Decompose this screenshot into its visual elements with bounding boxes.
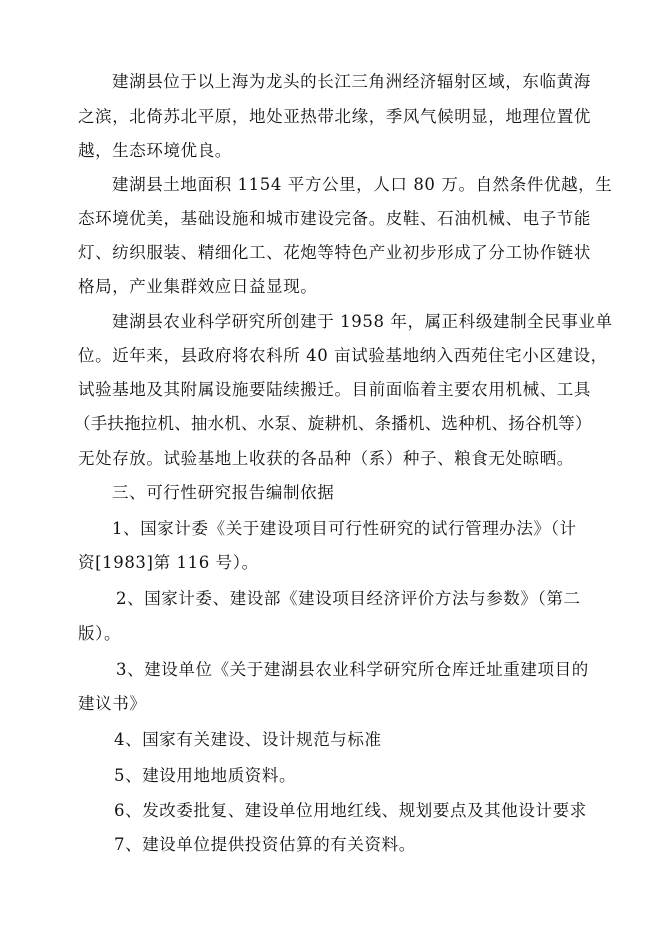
list-item: 5、建设用地地质资料。 bbox=[114, 766, 297, 785]
list-item-continuation: 资[1983]第 116 号）。 bbox=[78, 553, 259, 572]
text-line: 建湖县位于以上海为龙头的长江三角洲经济辐射区域，东临黄海 bbox=[112, 72, 591, 91]
text-line: 灯、纺织服装、精细化工、花炮等特色产业初步形成了分工协作链状 bbox=[78, 243, 591, 262]
text-line: 态环境优美，基础设施和城市建设完备。皮鞋、石油机械、电子节能 bbox=[78, 209, 591, 228]
text-line: 试验基地及其附属设施要陆续搬迁。目前面临着主要农用机械、工具 bbox=[78, 380, 591, 399]
list-item: 7、建设单位提供投资估算的有关资料。 bbox=[114, 835, 416, 854]
text-line: 建湖县农业科学研究所创建于 1958 年，属正科级建制全民事业单 bbox=[112, 312, 613, 331]
text-line: 之滨，北倚苏北平原，地处亚热带北缘，季风气候明显，地理位置优 bbox=[78, 107, 591, 126]
text-line: 无处存放。试验基地上收获的各品种（系）种子、粮食无处晾晒。 bbox=[78, 449, 574, 468]
text-line: 位。近年来，县政府将农科所 40 亩试验基地纳入西苑住宅小区建设， bbox=[78, 346, 608, 365]
text-line: 格局，产业集群效应日益显现。 bbox=[78, 277, 318, 296]
list-item: 1、国家计委《关于建设项目可行性研究的试行管理办法》（计 bbox=[112, 519, 577, 538]
list-item: 2、国家计委、建设部《建设项目经济评价方法与参数》（第二 bbox=[116, 589, 581, 608]
list-item: 4、国家有关建设、设计规范与标准 bbox=[114, 730, 382, 749]
text-line: 越，生态环境优良。 bbox=[78, 141, 232, 160]
list-item-continuation: 建议书》 bbox=[78, 694, 147, 713]
list-item: 6、发改委批复、建设单位用地红线、规划要点及其他设计要求 bbox=[114, 801, 587, 820]
list-item: 3、建设单位《关于建湖县农业科学研究所仓库迁址重建项目的 bbox=[116, 660, 589, 679]
list-item-continuation: 版）。 bbox=[78, 624, 122, 643]
text-line: 建湖县土地面积 1154 平方公里，人口 80 万。自然条件优越，生 bbox=[112, 175, 613, 194]
section-heading: 三、可行性研究报告编制依据 bbox=[112, 483, 335, 502]
text-line: （手扶拖拉机、抽水机、水泵、旋耕机、条播机、选种机、扬谷机等） bbox=[74, 414, 592, 433]
